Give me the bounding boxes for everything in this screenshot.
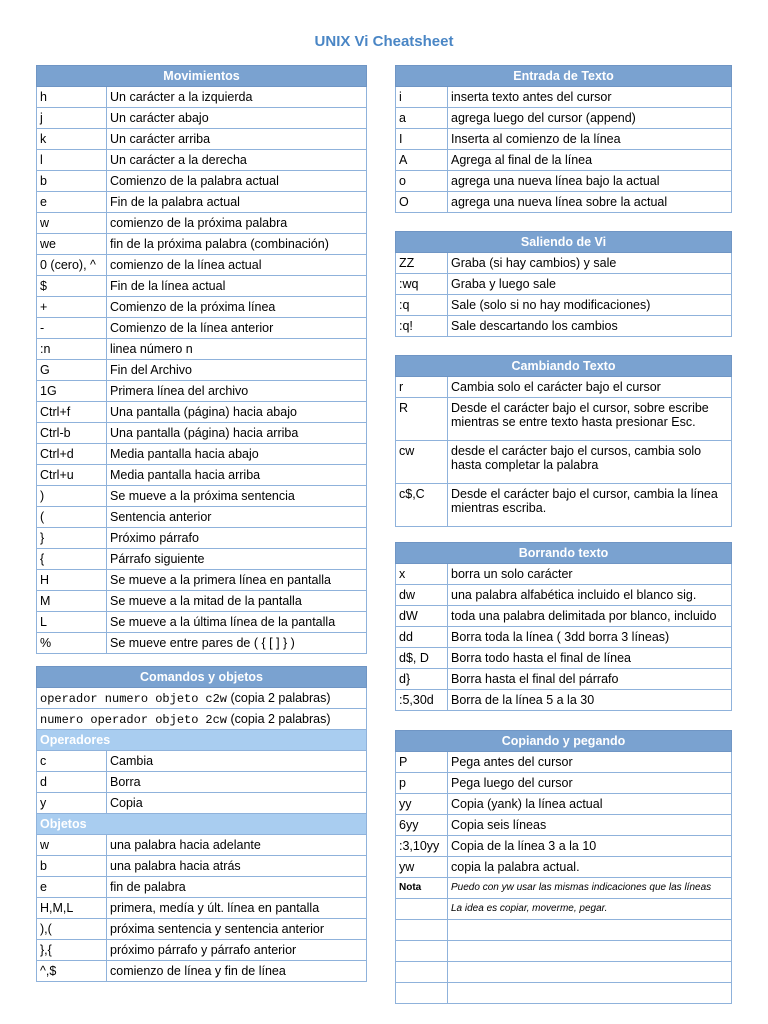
saliendo-table: [395, 231, 732, 337]
copiando-row: [396, 794, 732, 815]
command-key: $: [37, 276, 107, 297]
borrando-row: [396, 585, 732, 606]
entrada-row: [396, 129, 732, 150]
command-key: cw: [396, 441, 448, 484]
command-key: },{: [37, 940, 107, 961]
command-description: Comienzo de la línea anterior: [107, 318, 367, 339]
movimientos-row: [37, 423, 367, 444]
syntax-example-code: 2cw: [205, 712, 227, 727]
command-key: p: [396, 773, 448, 794]
borrando-row: [396, 606, 732, 627]
command-key: i: [396, 87, 448, 108]
entrada-row: [396, 87, 732, 108]
command-description: Sale descartando los cambios: [448, 316, 732, 337]
movimientos-row: [37, 360, 367, 381]
copiando-row: [396, 752, 732, 773]
movimientos-row: [37, 612, 367, 633]
command-description: Desde el carácter bajo el cursor, cambia la línea mientras escriba.: [448, 484, 732, 527]
command-key: dW: [396, 606, 448, 627]
borrando-header: Borrando texto: [396, 543, 732, 564]
command-key: :wq: [396, 274, 448, 295]
command-description: una palabra hacia adelante: [107, 835, 367, 856]
command-key: r: [396, 377, 448, 398]
note-row: [396, 899, 732, 920]
command-description: comienzo de la línea actual: [107, 255, 367, 276]
command-key: H: [37, 570, 107, 591]
cambiando-row: [396, 484, 732, 527]
command-key: :n: [37, 339, 107, 360]
entrada-table: [395, 65, 732, 213]
movimientos-row: [37, 339, 367, 360]
copiando-row: [396, 836, 732, 857]
command-key: :5,30d: [396, 690, 448, 711]
syntax-example-code: c2w: [205, 691, 227, 706]
syntax-example-text: (copia 2 palabras): [227, 690, 331, 705]
saliendo-header: Saliendo de Vi: [396, 232, 732, 253]
command-description: Agrega al final de la línea: [448, 150, 732, 171]
copiando-header: Copiando y pegando: [396, 731, 732, 752]
movimientos-row: [37, 213, 367, 234]
command-key: Ctrl+f: [37, 402, 107, 423]
command-description: Se mueve a la próxima sentencia: [107, 486, 367, 507]
note-row: [396, 878, 732, 899]
command-key: w: [37, 835, 107, 856]
movimientos-row: [37, 318, 367, 339]
entrada-row: [396, 192, 732, 213]
movimientos-table: [36, 65, 367, 654]
objetos-subheader: [37, 814, 367, 835]
command-description: Comienzo de la próxima línea: [107, 297, 367, 318]
command-description: Fin del Archivo: [107, 360, 367, 381]
command-description: Se mueve a la mitad de la pantalla: [107, 591, 367, 612]
command-description: inserta texto antes del cursor: [448, 87, 732, 108]
command-key: 6yy: [396, 815, 448, 836]
movimientos-row: [37, 591, 367, 612]
movimientos-row: [37, 297, 367, 318]
command-description: Un carácter abajo: [107, 108, 367, 129]
command-description: toda una palabra delimitada por blanco, incluido: [448, 606, 732, 627]
syntax-code: operador numero objeto: [40, 691, 199, 706]
syntax-row: [37, 688, 367, 709]
cambiando-row: [396, 441, 732, 484]
copiando-table: [395, 730, 732, 1004]
movimientos-row: [37, 255, 367, 276]
command-key: yy: [396, 794, 448, 815]
objeto-row: [37, 835, 367, 856]
command-key: P: [396, 752, 448, 773]
note-line-2: La idea es copiar, moverme, pegar.: [448, 899, 732, 920]
command-description: próxima sentencia y sentencia anterior: [107, 919, 367, 940]
operador-row: [37, 772, 367, 793]
borrando-row: [396, 669, 732, 690]
command-description: Se mueve a la última línea de la pantalla: [107, 612, 367, 633]
copiando-row: [396, 857, 732, 878]
command-description: Un carácter a la izquierda: [107, 87, 367, 108]
copiando-row: [396, 773, 732, 794]
movimientos-row: [37, 528, 367, 549]
command-description: Próximo párrafo: [107, 528, 367, 549]
command-key: o: [396, 171, 448, 192]
command-key: h: [37, 87, 107, 108]
command-key: yw: [396, 857, 448, 878]
movimientos-row: [37, 192, 367, 213]
command-description: Una pantalla (página) hacia abajo: [107, 402, 367, 423]
command-description: Sentencia anterior: [107, 507, 367, 528]
command-key: M: [37, 591, 107, 612]
command-description: Primera línea del archivo: [107, 381, 367, 402]
command-description: Párrafo siguiente: [107, 549, 367, 570]
saliendo-row: [396, 274, 732, 295]
movimientos-row: [37, 150, 367, 171]
command-key: b: [37, 856, 107, 877]
command-key: I: [396, 129, 448, 150]
comandos-table: [36, 666, 367, 982]
entrada-header: Entrada de Texto: [396, 66, 732, 87]
borrando-row: [396, 690, 732, 711]
command-description: agrega luego del cursor (append): [448, 108, 732, 129]
command-description: Borra de la línea 5 a la 30: [448, 690, 732, 711]
note-line-1: Puedo con yw usar las mismas indicaciones que las líneas: [448, 878, 732, 899]
command-description: Media pantalla hacia arriba: [107, 465, 367, 486]
command-description: Sale (solo si no hay modificaciones): [448, 295, 732, 316]
copiando-row: [396, 815, 732, 836]
command-description: copia la palabra actual.: [448, 857, 732, 878]
command-description: primera, medía y últ. línea en pantalla: [107, 898, 367, 919]
borrando-row: [396, 648, 732, 669]
command-description: una palabra alfabética incluido el blanco sig.: [448, 585, 732, 606]
saliendo-row: [396, 316, 732, 337]
operador-row: [37, 793, 367, 814]
command-description: comienzo de línea y fin de línea: [107, 961, 367, 982]
command-key: L: [37, 612, 107, 633]
command-key: A: [396, 150, 448, 171]
empty-cell: [396, 899, 448, 920]
command-description: Borra: [107, 772, 367, 793]
movimientos-row: [37, 234, 367, 255]
command-description: fin de palabra: [107, 877, 367, 898]
command-key: ),(: [37, 919, 107, 940]
command-description: linea número n: [107, 339, 367, 360]
command-description: Copia: [107, 793, 367, 814]
command-key: w: [37, 213, 107, 234]
command-description: desde el carácter bajo el cursos, cambia solo hasta completar la palabra: [448, 441, 732, 484]
objeto-row: [37, 856, 367, 877]
command-key: d: [37, 772, 107, 793]
command-description: Un carácter arriba: [107, 129, 367, 150]
movimientos-row: [37, 402, 367, 423]
command-key: dd: [396, 627, 448, 648]
movimientos-row: [37, 381, 367, 402]
movimientos-row: [37, 108, 367, 129]
command-description: Graba y luego sale: [448, 274, 732, 295]
command-key: :3,10yy: [396, 836, 448, 857]
command-key: Ctrl-b: [37, 423, 107, 444]
command-description: Copia de la línea 3 a la 10: [448, 836, 732, 857]
command-description: Un carácter a la derecha: [107, 150, 367, 171]
command-description: Pega antes del cursor: [448, 752, 732, 773]
movimientos-row: [37, 507, 367, 528]
command-key: :q: [396, 295, 448, 316]
movimientos-row: [37, 276, 367, 297]
command-key: Ctrl+u: [37, 465, 107, 486]
command-key: we: [37, 234, 107, 255]
command-key: y: [37, 793, 107, 814]
saliendo-row: [396, 253, 732, 274]
objeto-row: [37, 877, 367, 898]
empty-row: [396, 983, 732, 1004]
movimientos-row: [37, 570, 367, 591]
command-description: Pega luego del cursor: [448, 773, 732, 794]
command-key: (: [37, 507, 107, 528]
command-key: dw: [396, 585, 448, 606]
command-key: j: [37, 108, 107, 129]
operador-row: [37, 751, 367, 772]
movimientos-row: [37, 171, 367, 192]
command-key: -: [37, 318, 107, 339]
command-description: Copia seis líneas: [448, 815, 732, 836]
command-description: Una pantalla (página) hacia arriba: [107, 423, 367, 444]
command-description: agrega una nueva línea sobre la actual: [448, 192, 732, 213]
command-description: borra un solo carácter: [448, 564, 732, 585]
command-key: +: [37, 297, 107, 318]
command-description: Borra toda la línea ( 3dd borra 3 líneas): [448, 627, 732, 648]
movimientos-row: [37, 549, 367, 570]
empty-row: [396, 962, 732, 983]
cambiando-row: [396, 377, 732, 398]
command-description: Desde el carácter bajo el cursor, sobre escribe mientras se entre texto hasta presionar Esc.: [448, 398, 732, 441]
objetos-label: Objetos: [37, 814, 367, 835]
command-key: e: [37, 877, 107, 898]
command-key: 0 (cero), ^: [37, 255, 107, 276]
command-description: Graba (si hay cambios) y sale: [448, 253, 732, 274]
command-key: O: [396, 192, 448, 213]
objeto-row: [37, 919, 367, 940]
movimientos-row: [37, 486, 367, 507]
command-key: ^,$: [37, 961, 107, 982]
command-key: l: [37, 150, 107, 171]
page-title: UNIX Vi Cheatsheet: [314, 33, 454, 50]
objeto-row: [37, 898, 367, 919]
operadores-subheader: [37, 730, 367, 751]
cambiando-header: Cambiando Texto: [396, 356, 732, 377]
command-description: Comienzo de la palabra actual: [107, 171, 367, 192]
movimientos-row: [37, 87, 367, 108]
command-key: :q!: [396, 316, 448, 337]
borrando-row: [396, 627, 732, 648]
command-key: H,M,L: [37, 898, 107, 919]
command-description: Cambia solo el carácter bajo el cursor: [448, 377, 732, 398]
command-key: {: [37, 549, 107, 570]
command-description: una palabra hacia atrás: [107, 856, 367, 877]
saliendo-row: [396, 295, 732, 316]
comandos-header: Comandos y objetos: [37, 667, 367, 688]
empty-row: [396, 920, 732, 941]
movimientos-row: [37, 129, 367, 150]
command-description: fin de la próxima palabra (combinación): [107, 234, 367, 255]
command-key: a: [396, 108, 448, 129]
borrando-table: [395, 542, 732, 711]
command-key: k: [37, 129, 107, 150]
command-key: R: [396, 398, 448, 441]
entrada-row: [396, 171, 732, 192]
cambiando-table: [395, 355, 732, 527]
command-description: Cambia: [107, 751, 367, 772]
command-description: próximo párrafo y párrafo anterior: [107, 940, 367, 961]
command-key: }: [37, 528, 107, 549]
command-key: e: [37, 192, 107, 213]
command-description: Fin de la palabra actual: [107, 192, 367, 213]
command-key: x: [396, 564, 448, 585]
cambiando-row: [396, 398, 732, 441]
command-key: c: [37, 751, 107, 772]
syntax-code: numero operador objeto: [40, 712, 199, 727]
command-description: Inserta al comienzo de la línea: [448, 129, 732, 150]
command-key: %: [37, 633, 107, 654]
command-description: Se mueve a la primera línea en pantalla: [107, 570, 367, 591]
command-key: G: [37, 360, 107, 381]
movimientos-header: Movimientos: [37, 66, 367, 87]
command-key: ZZ: [396, 253, 448, 274]
operadores-label: Operadores: [37, 730, 367, 751]
movimientos-row: [37, 633, 367, 654]
command-description: Media pantalla hacia abajo: [107, 444, 367, 465]
syntax-row: [37, 709, 367, 730]
command-description: Borra hasta el final del párrafo: [448, 669, 732, 690]
command-key: d}: [396, 669, 448, 690]
command-description: agrega una nueva línea bajo la actual: [448, 171, 732, 192]
command-key: d$, D: [396, 648, 448, 669]
empty-row: [396, 941, 732, 962]
note-label: Nota: [396, 878, 448, 899]
command-key: Ctrl+d: [37, 444, 107, 465]
command-description: Fin de la línea actual: [107, 276, 367, 297]
command-description: Copia (yank) la línea actual: [448, 794, 732, 815]
movimientos-row: [37, 444, 367, 465]
command-key: b: [37, 171, 107, 192]
syntax-example-text: (copia 2 palabras): [227, 711, 331, 726]
borrando-row: [396, 564, 732, 585]
objeto-row: [37, 940, 367, 961]
command-description: comienzo de la próxima palabra: [107, 213, 367, 234]
entrada-row: [396, 150, 732, 171]
command-key: c$,C: [396, 484, 448, 527]
command-key: ): [37, 486, 107, 507]
entrada-row: [396, 108, 732, 129]
movimientos-row: [37, 465, 367, 486]
command-key: 1G: [37, 381, 107, 402]
command-description: Se mueve entre pares de ( { [ ] } ): [107, 633, 367, 654]
command-description: Borra todo hasta el final de línea: [448, 648, 732, 669]
objeto-row: [37, 961, 367, 982]
